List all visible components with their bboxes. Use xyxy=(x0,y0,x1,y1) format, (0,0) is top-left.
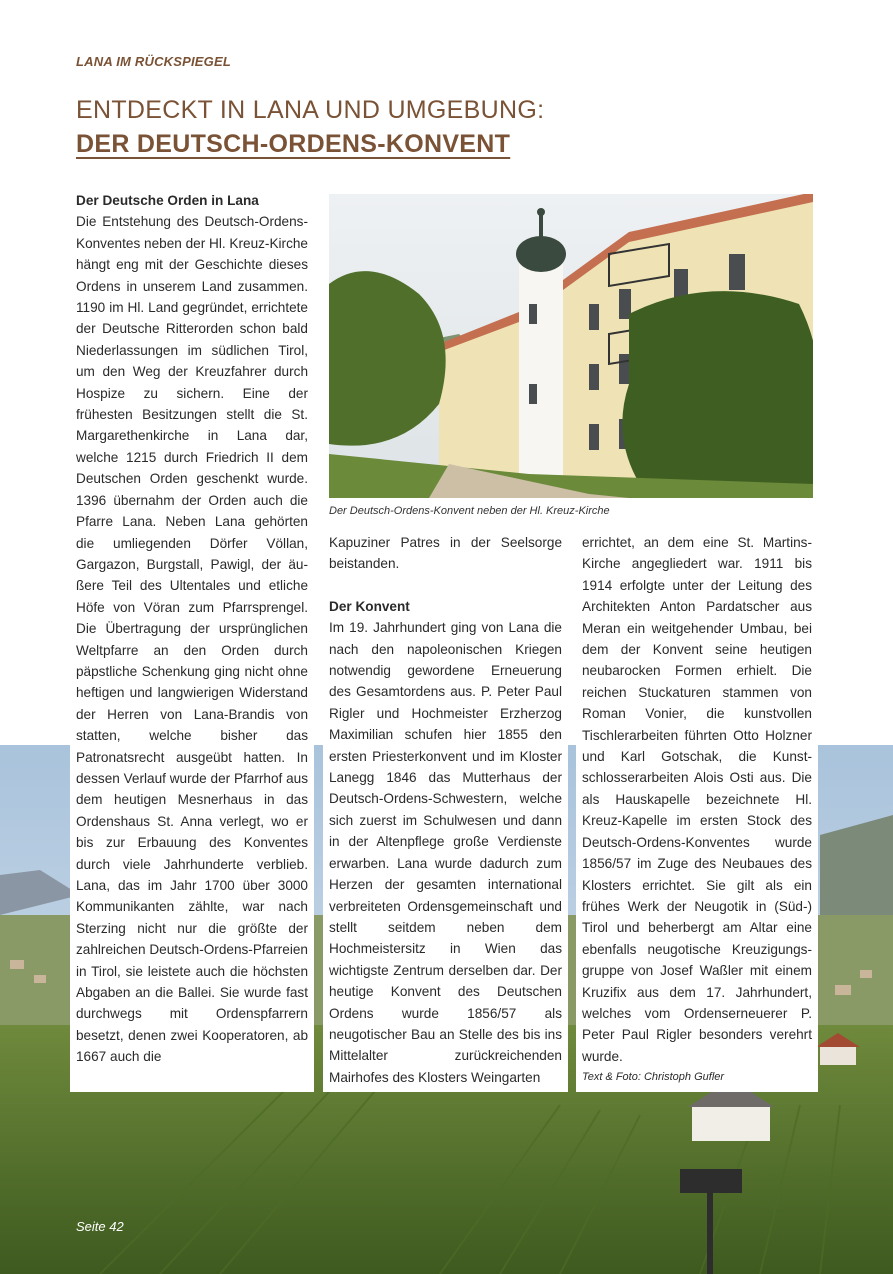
page-number: Seite 42 xyxy=(76,1219,124,1234)
article-paragraph: Kapuziner Patres in der Seelsorge beistanden. xyxy=(329,535,562,572)
article-paragraph: Im 19. Jahrhundert ging von Lana die nach den napoleonischen Kriegen notwendig gewordene Erneuerung des Gesamtordens aus. P. Peter Paul Rigler und Hochmeister Erzherzog Maximilian schufen hier 1855 den ersten Priesterkonvent und im Kloster Lanegg 1846 das Mutterhaus der Deutsch-Ordens-Schwestern, welche sich zuerst im Schulwesen und dann in der Altenpflege große Verdienste erwarben. Lana wurde dadurch zum Herzen der gesamten international verbreiteten Ordensgemeinschaft und stellt seitdem neben dem Hochmeistersitz in Wien das wichtigste Zentrum derselben dar. Der heutige Konvent des Deutschen Ordens wurde 1856/57 als neugotischer Bau an Stelle des bis ins Mittelalter zurückreichenden Mairhofes des Klosters Weingarten xyxy=(329,620,562,1085)
page-title-line2: DER DEUTSCH-ORDENS-KONVENT xyxy=(76,130,511,158)
convent-photo xyxy=(329,194,813,498)
paragraph-spacer xyxy=(329,575,562,596)
section-kicker: LANA IM RÜCKSPIEGEL xyxy=(76,54,231,69)
section-heading: Der Deutsche Orden in Lana xyxy=(76,193,259,208)
article-column-2 xyxy=(323,532,568,1092)
page-title-line1: ENTDECKT IN LANA UND UMGEBUNG: xyxy=(76,96,545,124)
article-column-1 xyxy=(70,190,314,1092)
section-heading: Der Konvent xyxy=(329,598,410,614)
article-column-3 xyxy=(576,532,818,1092)
photo-caption: Der Deutsch-Ordens-Konvent neben der Hl. Kreuz-Kirche xyxy=(329,505,610,517)
author-credit: Text & Foto: Christoph Gufler xyxy=(582,1071,725,1084)
article-paragraph: errichtet, an dem eine St. Martins-Kirche angegliedert war. 1911 bis 1914 erfolgte unter der Leitung des Architekten Anton Pardatscher aus Meran ein weitgehender Umbau, bei dem der Konvent seine heutigen neubarocken Formen erhielt. Die reichen Stuckaturen stammen von Roman Vonier, die kunstvollen Tischlerarbeiten führten Otto Holzner und Karl Gotschak, die Kunstschlosserarbeiten Alois Osti aus. Die als Hauskapelle bezeichnete Hl. Kreuz-Kapelle im ersten Stock des Deutsch-Ordens-Konventes wurde 1856/57 im Zuge des Neubaues des Klosters errichtet. Sie gilt als ein frühes Werk der Neugotik in (Süd-) Tirol und beherbergt am Altar eine ebenfalls neugotische Kreuzigungsgruppe von Josef Waßler mit einem Kruzifix aus dem 17. Jahrhundert, welches vom Ordenserneuerer P. Peter Paul Rigler besonders verehrt wurde. xyxy=(582,535,812,1064)
article-paragraph: Die Entstehung des Deutsch-Ordens-Konventes neben der Hl. Kreuz-Kirche hängt eng mit der Geschichte dieses Ordens in unserem Land zusammen. 1190 im Hl. Land gegründet, errichtete der Deutsche Ritterorden schon bald Niederlassungen im südlichen Tirol, um den Weg der Kreuzfahrer durch Hospize zu sichern. Eine der frühesten Besitzungen stellt die St. Margarethenkirche in Lana dar, welche 1215 durch Friedrich II dem Deutschen Orden geschenkt wurde. 1396 übernahm der Orden auch die Pfarre Lana. Neben Lana gehörten die umliegenden Dörfer Völlan, Gargazon, Burgstall, Pawigl, der äußere Teil des Ultentales und etliche Höfe von Vöran zum Pfarrsprengel. Die Übertragung der ursprünglichen Weltpfarre an den Orden durch päpstliche Schenkung ging nicht ohne heftigen und langwierigen Widerstand der Herren von Lana-Brandis von statten, welche bisher das Patronatsrecht ausgeübt hatten. In dessen Verlauf wurde der Pfarrhof aus dem heutigen Mesnerhaus in das Ordenshaus St. Anna verlegt, wo er bis zur Erbauung des Konventes durch viele Jahrhunderte verblieb. Lana, das im Jahr 1700 über 3000 Kommunikanten zählte, war nach Sterzing nicht nur die größte der zahlreichen Deutsch-Ordens-Pfarreien in Tirol, sie leistete auch die höchsten Abgaben an die Ballei. Sie wurde fast durchwegs mit Ordenspfarrern besetzt, denen zwei Kooperatoren, ab 1667 auch die xyxy=(76,214,308,1065)
